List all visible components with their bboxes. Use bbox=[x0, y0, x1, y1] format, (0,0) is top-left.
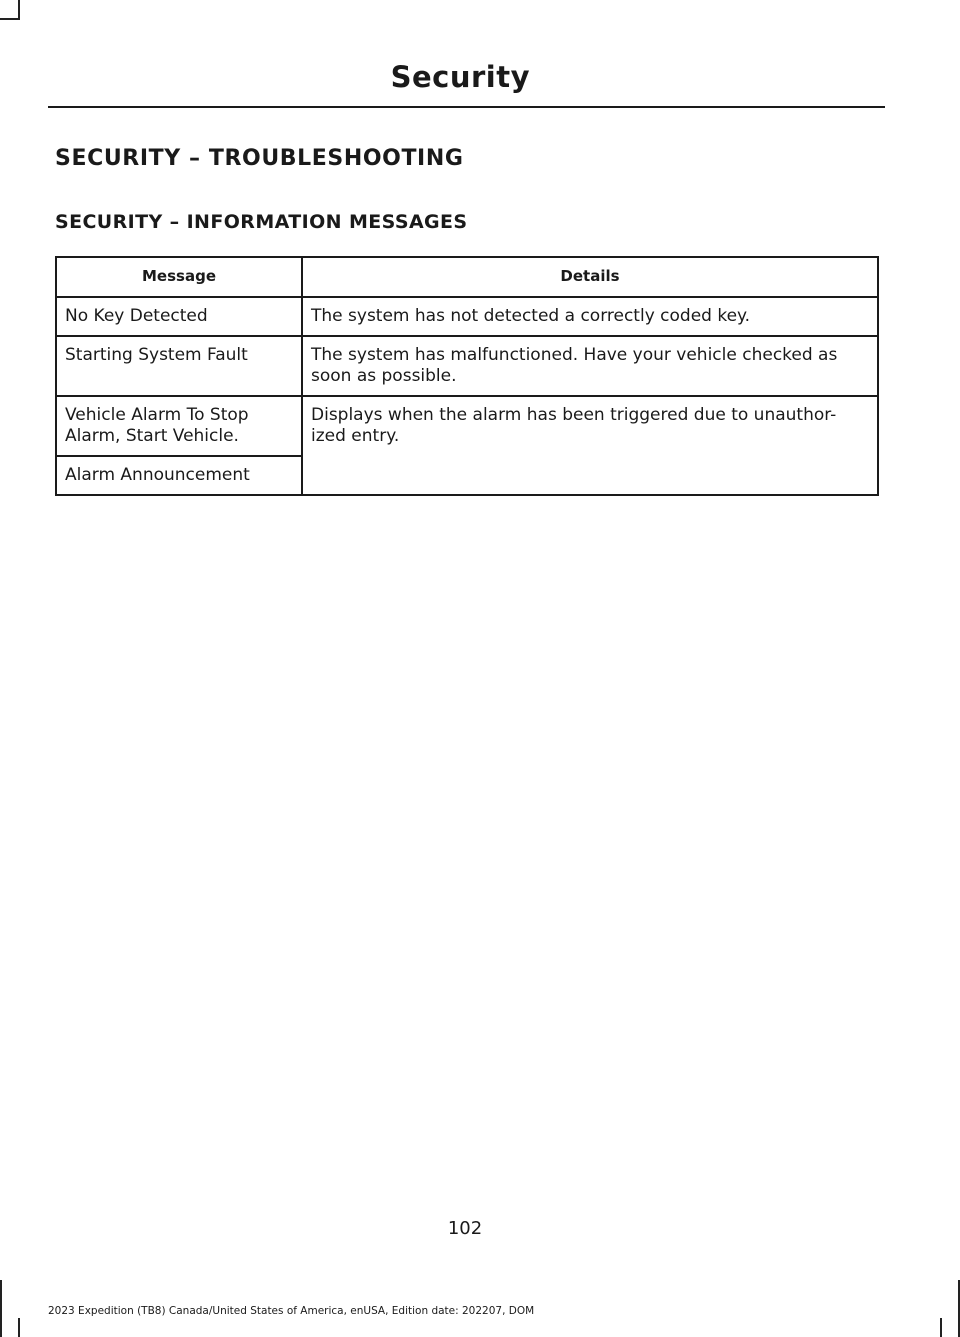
message-cell: Starting System Fault bbox=[56, 336, 302, 396]
crop-mark-top-left-v bbox=[18, 0, 20, 20]
details-cell: Displays when the alarm has been triggered due to unauthor-ized entry. bbox=[302, 396, 878, 495]
section-title: SECURITY – TROUBLESHOOTING bbox=[55, 146, 464, 171]
table-row bbox=[56, 297, 878, 336]
subsection-title: SECURITY – INFORMATION MESSAGES bbox=[55, 211, 468, 233]
header-title: Security bbox=[390, 60, 530, 94]
message-cell: Alarm Announcement bbox=[56, 456, 302, 495]
column-header-details: Details bbox=[302, 257, 878, 297]
footer-edition-info: 2023 Expedition (TB8) Canada/United States of America, enUSA, Edition date: 202207, DOM bbox=[48, 1305, 535, 1317]
column-header-message: Message bbox=[56, 257, 302, 297]
crop-mark-top-left-h bbox=[0, 18, 20, 20]
crop-mark-right-v bbox=[940, 1318, 942, 1337]
page-header bbox=[48, 60, 885, 108]
table-header-row bbox=[56, 257, 878, 297]
table-row bbox=[56, 396, 878, 456]
crop-mark-left-edge bbox=[0, 1280, 2, 1337]
details-cell: The system has not detected a correctly coded key. bbox=[302, 297, 878, 336]
crop-mark-bottom-left-v bbox=[18, 1318, 20, 1337]
table-row bbox=[56, 336, 878, 396]
messages-table bbox=[55, 256, 879, 496]
details-cell: The system has malfunctioned. Have your vehicle checked as soon as possible. bbox=[302, 336, 878, 396]
message-cell: Vehicle Alarm To Stop Alarm, Start Vehicle. bbox=[56, 396, 302, 456]
page-number: 102 bbox=[447, 1218, 483, 1239]
message-cell: No Key Detected bbox=[56, 297, 302, 336]
